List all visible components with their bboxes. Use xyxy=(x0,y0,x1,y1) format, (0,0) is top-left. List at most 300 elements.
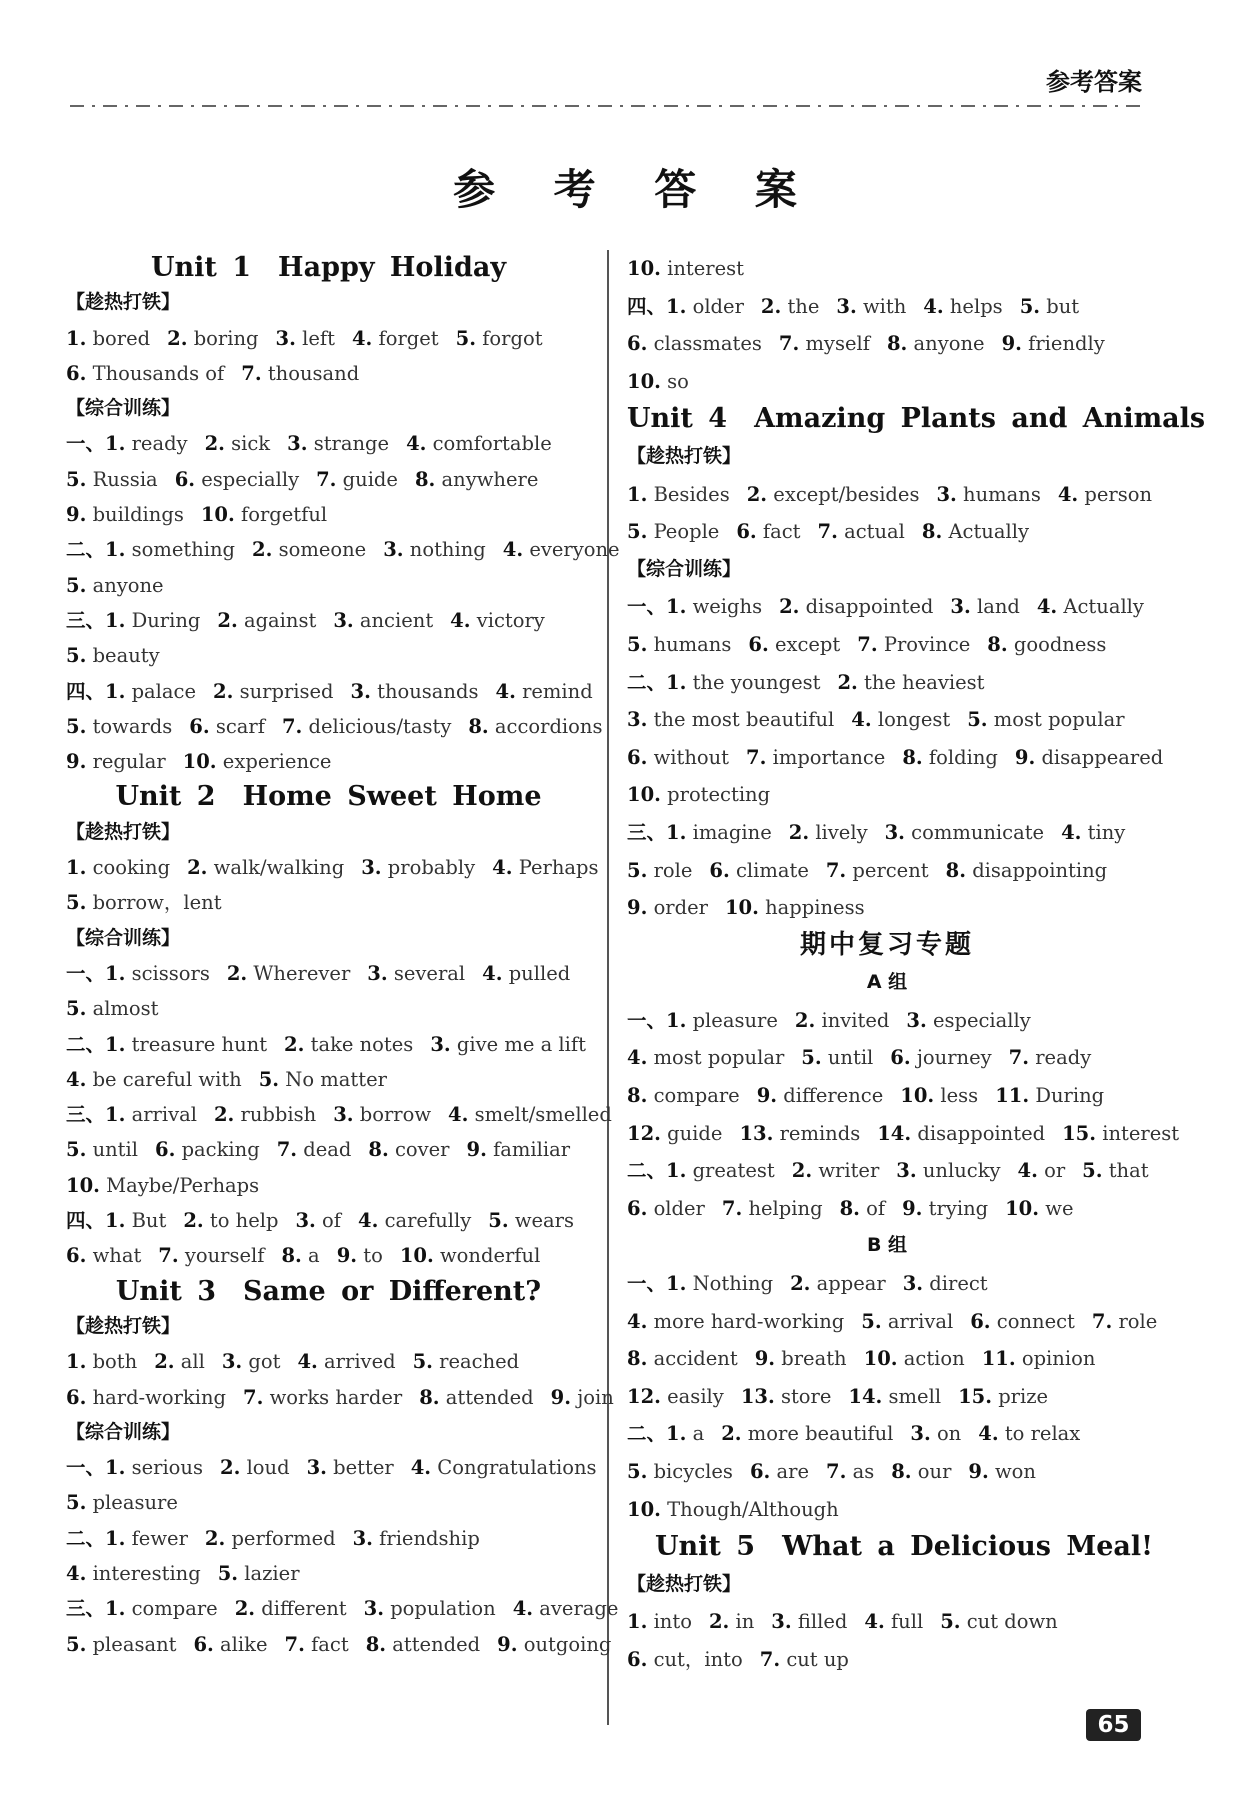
answer-item xyxy=(351,674,479,709)
answer-item xyxy=(761,288,820,326)
question-number: 11. xyxy=(995,1084,1030,1108)
answer-line xyxy=(627,250,1147,288)
answer-text: packing xyxy=(181,1138,260,1162)
answer-item xyxy=(105,532,235,567)
answer-text: wonderful xyxy=(439,1244,541,1268)
answer-text: Actually xyxy=(948,520,1029,544)
answer-text: difference xyxy=(783,1084,884,1108)
question-number: 2. xyxy=(183,1209,204,1233)
answer-text: cut down xyxy=(966,1610,1058,1634)
answer-line xyxy=(66,885,591,920)
answer-text: land xyxy=(976,595,1020,619)
unit-heading: Unit 2 Home Sweet Home xyxy=(115,781,542,813)
answer-item xyxy=(66,885,222,920)
answer-item xyxy=(826,852,929,890)
answer-text: boring xyxy=(193,326,259,350)
question-number: 5. xyxy=(627,1460,648,1483)
answer-text: tiny xyxy=(1087,820,1126,844)
answer-text: a xyxy=(308,1244,320,1268)
answer-item xyxy=(276,321,335,356)
answer-item xyxy=(1037,588,1144,626)
answer-text: someone xyxy=(278,538,367,562)
exercise-number: 二、 xyxy=(627,670,667,694)
answer-item xyxy=(746,739,885,777)
answer-item xyxy=(252,532,366,567)
answer-line xyxy=(66,462,591,497)
answer-item xyxy=(66,1627,176,1662)
question-number: 6. xyxy=(189,714,210,738)
answer-item xyxy=(297,1344,395,1379)
question-number: 5. xyxy=(488,1209,509,1233)
answer-item xyxy=(419,1380,533,1415)
answer-item xyxy=(1015,739,1163,777)
answer-item xyxy=(367,956,465,991)
answer-text: connect xyxy=(996,1309,1075,1333)
question-number: 3. xyxy=(367,961,388,985)
answer-line xyxy=(66,1450,597,1485)
answer-item xyxy=(353,1521,480,1556)
answer-item xyxy=(968,1453,1036,1491)
section-heading: 【综合训练】 xyxy=(66,1420,181,1443)
section-heading: 【趁热打铁】 xyxy=(66,820,181,843)
answer-text: rubbish xyxy=(240,1103,317,1127)
answer-item xyxy=(167,321,258,356)
answer-text: arrival xyxy=(131,1103,197,1127)
question-number: 8. xyxy=(921,520,943,544)
answer-text: Besides xyxy=(653,482,730,506)
answer-item xyxy=(66,356,224,391)
question-number: 4. xyxy=(410,1456,432,1480)
answer-text: the heaviest xyxy=(864,670,985,694)
answer-text: probably xyxy=(387,856,476,880)
answer-item xyxy=(411,1450,597,1485)
question-number: 4. xyxy=(358,1209,379,1233)
question-number: 3. xyxy=(430,1032,451,1056)
answer-item xyxy=(213,674,334,709)
exercise-number: 三、 xyxy=(66,1103,106,1127)
question-number: 4. xyxy=(1057,482,1079,506)
answer-item xyxy=(627,1039,784,1077)
question-number: 5. xyxy=(940,1610,961,1634)
answer-text: thousand xyxy=(267,361,360,385)
answer-item xyxy=(666,814,772,852)
answer-item xyxy=(627,363,689,401)
answer-text: trying xyxy=(928,1196,989,1220)
answer-text: the most beautiful xyxy=(653,708,835,732)
exercise-number: 四、 xyxy=(627,294,667,318)
answer-item xyxy=(1005,1190,1073,1228)
section-heading: 【综合训练】 xyxy=(66,397,181,420)
exercise-number: 一、 xyxy=(66,432,106,456)
answer-text: delicious/tasty xyxy=(308,714,452,738)
question-number: 15. xyxy=(1062,1121,1097,1145)
answer-text: walk/walking xyxy=(213,856,345,880)
answer-item xyxy=(795,1002,889,1040)
answer-text: against xyxy=(243,608,317,632)
question-number: 3. xyxy=(333,608,354,632)
answer-line xyxy=(627,701,1147,739)
answer-item xyxy=(1092,1303,1157,1341)
answer-text: in xyxy=(735,1610,755,1634)
answer-item xyxy=(66,568,164,603)
question-number: 4. xyxy=(978,1422,999,1446)
question-number: 2. xyxy=(708,1610,730,1634)
exercise-number: 一、 xyxy=(627,1008,667,1032)
answer-text: wears xyxy=(514,1209,574,1233)
answer-item xyxy=(105,674,196,709)
answer-text: friendship xyxy=(379,1526,480,1550)
question-number: 4. xyxy=(351,326,373,350)
answer-text: borrow xyxy=(359,1103,432,1127)
answer-line xyxy=(627,664,1147,702)
question-number: 5. xyxy=(455,326,476,350)
answer-text: writer xyxy=(818,1159,880,1183)
question-number: 10. xyxy=(627,1497,661,1521)
answer-item xyxy=(282,709,451,744)
answer-text: works harder xyxy=(269,1385,403,1409)
answer-text: communicate xyxy=(911,820,1045,844)
question-number: 5. xyxy=(217,1561,239,1585)
exercise-number: 二、 xyxy=(66,538,106,562)
question-number: 5. xyxy=(66,1632,87,1656)
answer-line xyxy=(627,776,1147,814)
answer-text: older xyxy=(692,294,744,318)
question-number: 3. xyxy=(275,326,296,350)
question-number: 2. xyxy=(252,538,273,562)
answer-item xyxy=(840,1190,886,1228)
answer-text: prize xyxy=(998,1384,1049,1408)
answer-item xyxy=(950,588,1019,626)
question-number: 9. xyxy=(627,896,648,920)
answer-item xyxy=(368,1132,449,1167)
question-number: 3. xyxy=(295,1209,316,1233)
question-number: 5. xyxy=(627,520,648,544)
question-number: 6. xyxy=(66,1244,87,1268)
question-number: 6. xyxy=(748,632,769,656)
answer-item xyxy=(243,1380,402,1415)
question-number: 2. xyxy=(167,326,188,350)
answer-line xyxy=(627,513,1147,551)
answer-line xyxy=(66,1062,591,1097)
answer-item xyxy=(936,476,1040,514)
answer-text: but xyxy=(1046,294,1080,318)
exercise-number: 三、 xyxy=(627,820,667,844)
answer-text: breath xyxy=(781,1347,847,1371)
answer-text: scarf xyxy=(215,714,265,738)
answer-item xyxy=(877,1115,1045,1153)
answer-text: classmates xyxy=(653,332,762,356)
question-number: 7. xyxy=(721,1196,743,1220)
answer-item xyxy=(1002,325,1105,363)
answer-item xyxy=(1009,1039,1092,1077)
answer-text: experience xyxy=(222,750,332,774)
answer-text: population xyxy=(390,1597,496,1621)
answer-item xyxy=(155,1132,260,1167)
question-number: 8. xyxy=(281,1244,302,1268)
answer-text: of xyxy=(866,1196,886,1220)
answer-text: forgetful xyxy=(241,503,328,527)
answer-text: take notes xyxy=(310,1032,414,1056)
exercise-number: 一、 xyxy=(627,1272,667,1296)
answer-line xyxy=(66,1097,612,1132)
answer-text: goodness xyxy=(1013,632,1107,656)
answer-item xyxy=(982,1340,1096,1378)
question-number: 9. xyxy=(66,503,87,527)
answer-text: appear xyxy=(816,1272,886,1296)
answer-item xyxy=(923,288,1002,326)
answer-line xyxy=(627,1115,1180,1153)
answer-text: on xyxy=(936,1422,962,1446)
question-number: 3. xyxy=(627,708,648,732)
answer-item xyxy=(861,1303,953,1341)
answer-line xyxy=(66,1627,612,1662)
answer-item xyxy=(857,626,970,664)
answer-item xyxy=(627,1115,722,1153)
answer-text: easily xyxy=(667,1384,724,1408)
answer-item xyxy=(627,776,770,814)
question-number: 6. xyxy=(736,520,757,544)
answer-item xyxy=(627,1491,839,1529)
answer-text: guide xyxy=(342,467,398,491)
answer-text: cooking xyxy=(92,856,171,880)
question-number: 3. xyxy=(884,820,905,844)
answer-text: reached xyxy=(439,1350,520,1374)
answer-item xyxy=(66,497,184,532)
answer-text: strange xyxy=(313,432,390,456)
answer-line xyxy=(66,356,591,391)
answer-line xyxy=(627,1340,1147,1378)
answer-line xyxy=(627,363,1147,401)
question-number: 4. xyxy=(406,432,427,456)
answer-line xyxy=(627,1265,1147,1303)
answer-item xyxy=(940,1603,1058,1641)
answer-item xyxy=(201,497,327,532)
answer-item xyxy=(864,1340,965,1378)
answer-item xyxy=(666,1152,775,1190)
answer-text: until xyxy=(92,1138,138,1162)
answer-line xyxy=(627,1453,1147,1491)
question-number: 10. xyxy=(1005,1196,1040,1220)
group-heading: B 组 xyxy=(866,1234,908,1257)
answer-text: But xyxy=(131,1209,167,1233)
unit-heading: Unit 3 Same or Different? xyxy=(115,1275,542,1307)
answer-item xyxy=(946,852,1108,890)
question-number: 2. xyxy=(779,595,800,619)
exercise-number: 一、 xyxy=(66,1456,106,1480)
question-number: 6. xyxy=(749,1460,771,1483)
answer-text: No matter xyxy=(285,1067,387,1091)
answer-item xyxy=(285,1627,349,1662)
answer-line xyxy=(66,1521,591,1556)
answer-text: several xyxy=(393,961,466,985)
answer-item xyxy=(456,321,543,356)
question-number: 3. xyxy=(771,1610,792,1634)
answer-item xyxy=(1018,1152,1066,1190)
answer-text: lively xyxy=(815,820,868,844)
question-number: 10. xyxy=(200,503,235,527)
answer-item xyxy=(627,1340,738,1378)
answer-text: remind xyxy=(522,679,593,703)
question-number: 14. xyxy=(848,1384,883,1408)
answer-item xyxy=(281,1238,319,1273)
answer-line xyxy=(627,1378,1147,1416)
answer-line xyxy=(66,1238,591,1273)
answer-text: disappointing xyxy=(972,858,1108,882)
answer-line xyxy=(627,889,1147,927)
header-decorative-rule xyxy=(70,101,1145,111)
question-number: 7. xyxy=(281,714,303,738)
question-number: 2. xyxy=(746,482,768,506)
question-number: 6. xyxy=(174,467,196,491)
question-number: 1. xyxy=(666,294,687,318)
question-number: 10. xyxy=(863,1347,898,1371)
question-number: 3. xyxy=(836,294,857,318)
answer-text: arrived xyxy=(324,1350,396,1374)
question-number: 2. xyxy=(154,1350,175,1374)
question-number: 1. xyxy=(66,326,87,350)
question-number: 7. xyxy=(158,1244,179,1268)
question-number: 1. xyxy=(666,1272,687,1296)
question-number: 7. xyxy=(826,1460,847,1483)
answer-item xyxy=(448,1097,612,1132)
answer-line xyxy=(66,1203,591,1238)
answer-text: dead xyxy=(303,1138,352,1162)
question-number: 15. xyxy=(958,1384,992,1408)
question-number: 5. xyxy=(66,1138,87,1162)
question-number: 10. xyxy=(627,369,661,393)
answer-text: all xyxy=(180,1350,205,1374)
answer-text: give me a lift xyxy=(456,1032,586,1056)
answer-text: average xyxy=(539,1597,619,1621)
answer-text: disappointed xyxy=(805,595,934,619)
answer-item xyxy=(66,1380,226,1415)
answer-item xyxy=(66,850,170,885)
question-number: 1. xyxy=(105,1032,126,1056)
answer-item xyxy=(175,462,299,497)
answer-text: especially xyxy=(201,467,300,491)
answer-text: Maybe/Perhaps xyxy=(106,1173,260,1197)
answer-item xyxy=(864,1603,923,1641)
answer-text: a xyxy=(692,1422,705,1446)
answer-line xyxy=(627,1603,1147,1641)
question-number: 3. xyxy=(363,1597,384,1621)
question-number: 14. xyxy=(877,1121,912,1145)
question-number: 5. xyxy=(66,573,87,597)
question-number: 4. xyxy=(495,679,516,703)
question-number: 3. xyxy=(306,1456,327,1480)
question-number: 5. xyxy=(66,1491,87,1515)
answer-text: cut up xyxy=(786,1647,849,1671)
question-number: 7. xyxy=(1091,1309,1113,1333)
answer-item xyxy=(105,1591,218,1626)
section-heading: 【综合训练】 xyxy=(66,926,181,949)
question-number: 3. xyxy=(902,1272,924,1296)
answer-text: journey xyxy=(916,1046,992,1070)
question-number: 2. xyxy=(790,1272,811,1296)
answer-text: into xyxy=(653,1610,692,1634)
section-heading: 【趁热打铁】 xyxy=(66,1314,181,1337)
answer-item xyxy=(902,1190,988,1228)
answer-text: forgot xyxy=(482,326,543,350)
question-number: 8. xyxy=(902,745,923,769)
question-number: 10. xyxy=(627,257,661,280)
answer-item xyxy=(789,814,868,852)
answer-text: During xyxy=(1035,1084,1105,1108)
question-number: 1. xyxy=(105,1103,126,1127)
answer-text: full xyxy=(890,1610,924,1634)
question-number: 1. xyxy=(105,1597,126,1621)
answer-line xyxy=(627,1415,1147,1453)
answer-item xyxy=(736,513,800,551)
question-number: 7. xyxy=(759,1647,781,1671)
header-label: 参考答案 xyxy=(1046,68,1142,96)
answer-text: beauty xyxy=(92,644,160,668)
answer-item xyxy=(189,709,265,744)
question-number: 1. xyxy=(105,538,126,562)
question-number: 7. xyxy=(857,632,878,656)
answer-text: folding xyxy=(928,745,998,769)
answer-text: as xyxy=(852,1460,875,1483)
answer-item xyxy=(741,1378,832,1416)
section-heading: 【综合训练】 xyxy=(627,557,742,580)
answer-text: or xyxy=(1044,1159,1066,1183)
answer-text: comfortable xyxy=(432,432,552,456)
question-number: 5. xyxy=(627,632,648,656)
question-number: 8. xyxy=(987,632,1008,656)
question-number: 2. xyxy=(217,608,238,632)
answer-item xyxy=(627,513,719,551)
answer-item xyxy=(227,956,350,991)
answer-item xyxy=(760,1641,849,1679)
answer-text: Congratulations xyxy=(437,1456,597,1480)
answer-line xyxy=(627,1152,1147,1190)
answer-text: regular xyxy=(92,750,166,774)
answer-text: familiar xyxy=(493,1138,571,1162)
section-heading: 【趁热打铁】 xyxy=(627,1572,742,1595)
answer-text: humans xyxy=(963,482,1041,506)
question-number: 8. xyxy=(839,1196,860,1220)
answer-item xyxy=(333,1097,431,1132)
answer-text: anywhere xyxy=(441,467,539,491)
exercise-number: 二、 xyxy=(66,1032,106,1056)
answer-line xyxy=(627,852,1147,890)
answer-text: the xyxy=(787,294,820,318)
answer-item xyxy=(66,321,150,356)
answer-text: smell xyxy=(888,1384,942,1408)
question-number: 6. xyxy=(627,1647,648,1671)
question-number: 9. xyxy=(1001,332,1022,356)
answer-text: to relax xyxy=(1004,1422,1081,1446)
answer-item xyxy=(779,588,933,626)
answer-item xyxy=(666,288,744,326)
question-number: 13. xyxy=(740,1384,775,1408)
answer-text: performed xyxy=(231,1526,336,1550)
answer-text: both xyxy=(92,1350,138,1374)
answer-item xyxy=(826,1453,874,1491)
answer-item xyxy=(922,513,1029,551)
answer-item xyxy=(627,1077,740,1115)
answer-item xyxy=(220,1450,290,1485)
answer-item xyxy=(284,1027,413,1062)
question-number: 4. xyxy=(627,1309,648,1333)
answer-item xyxy=(978,1415,1080,1453)
answer-text: bored xyxy=(92,326,151,350)
answer-item xyxy=(295,1203,341,1238)
answer-item xyxy=(183,744,332,779)
answer-item xyxy=(887,325,985,363)
question-number: 1. xyxy=(105,608,126,632)
question-number: 12. xyxy=(627,1384,661,1408)
